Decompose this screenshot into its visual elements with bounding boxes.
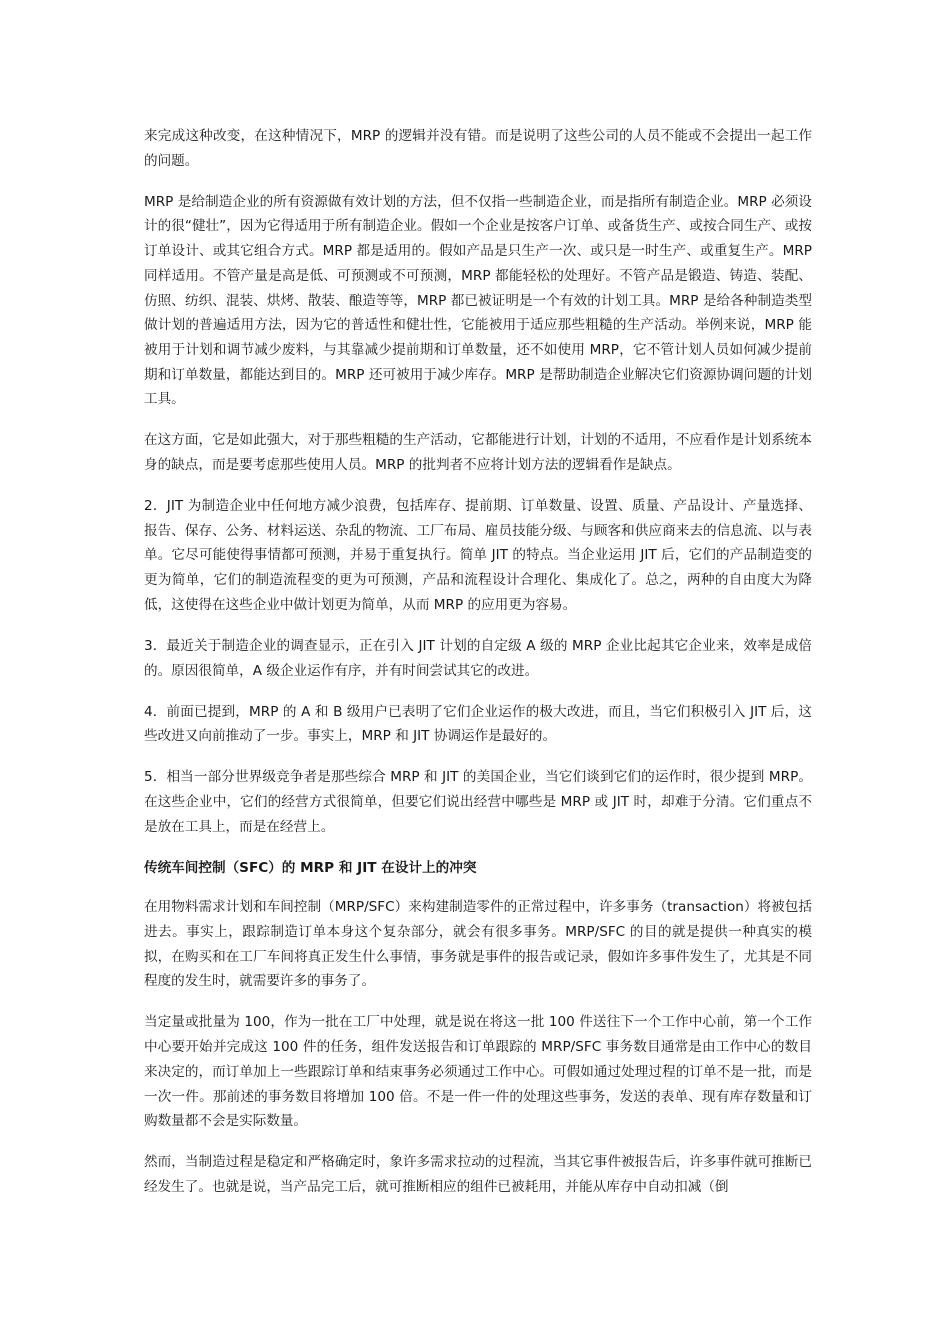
numbered-paragraph: 4．前面已提到，MRP 的 A 和 B 级用户已表明了它们企业运作的极大改进，而且，当它们积极引入 JIT 后，这些改进又向前推动了一步。事实上，MRP 和 JIT 协调运作是最好的。 [144,703,812,745]
document-page [144,124,812,1216]
paragraph: MRP 是给制造企业的所有资源做有效计划的方法，但不仅指一些制造企业，而是指所有制造企业。MRP 必须设计的很“健壮”，因为它得适用于所有制造企业。假如一个企业是按客户订单、或备货生产、或按合同生产、或按订单设计、或其它组合方式。MRP 都是适用的。假如产品是只生产一次、或只是一时生产、或重复生产。MRP 同样适用。不管产量是高是低、可预测或不可预测，MRP 都能轻松的处理好。不管产品是锻造、铸造、装配、仿照、纺织、混装、烘烤、散装、酿造等等，MRP 都已被证明是一个有效的计划工具。MRP 是给各种制造类型做计划的普遍适用方法，因为它的普适性和健壮性，它能被用于适应那些粗糙的生产活动。举例来说，MRP 能被用于计划和调节减少废料，与其靠减少提前期和订单数量，还不如使用 MRP，它不管计划人员如何减少提前期和订单数量，都能达到目的。MRP 还可被用于减少库存。MRP 是帮助制造企业解决它们资源协调问题的计划工具。 [144,193,812,408]
paragraph: 当定量或批量为 100，作为一批在工厂中处理，就是说在将这一批 100 件送往下一个工作中心前，第一个工作中心要开始并完成这 100 件的任务，组件发送报告和订单跟踪的 MRP/SFC 事务数目通常是由工作中心的数目来决定的，而订单加上一些跟踪订单和结束事务必须通过工作中心。可假如通过处理过程的订单不是一批，而是一次一件。那前述的事务数目将增加 100 倍。不是一件一件的处理这些事务，发送的表单、现有库存数量和订购数量都不会是实际数量。 [144,1014,812,1130]
paragraph: 在用物料需求计划和车间控制（MRP/SFC）来构建制造零件的正常过程中，许多事务（transaction）将被包括进去。事实上，跟踪制造订单本身这个复杂部分，就会有很多事务。MRP/SFC 的目的就是提供一种真实的模拟，在购买和在工厂车间将真正发生什么事情，事务就是事件的报告或记录，假如许多事件发生了，尤其是不同程度的发生时，就需要许多的事务了。 [144,899,812,990]
paragraph: 在这方面，它是如此强大，对于那些粗糙的生产活动，它都能进行计划，计划的不适用，不应看作是计划系统本身的缺点，而是要考虑那些使用人员。MRP 的批判者不应将计划方法的逻辑看作是缺点。 [144,432,812,474]
paragraph: 来完成这种改变，在这种情况下，MRP 的逻辑并没有错。而是说明了这些公司的人员不能或不会提出一起工作的问题。 [144,128,812,169]
numbered-paragraph: 2．JIT 为制造企业中任何地方减少浪费，包括库存、提前期、订单数量、设置、质量、产品设计、产量选择、报告、保存、公务、材料运送、杂乱的物流、工厂布局、雇员技能分级、与顾客和供应商来去的信息流、以与表单。它尽可能使得事情都可预测，并易于重复执行。简单 JIT 的特点。当企业运用 JIT 后，它们的产品制造变的更为简单，它们的制造流程变的更为可预测，产品和流程设计合理化、集成化了。总之，两种的自由度大为降低，这使得在这些企业中做计划更为简单，从而 MRP 的应用更为容易。 [144,498,812,613]
numbered-paragraph: 3．最近关于制造企业的调查显示，正在引入 JIT 计划的自定级 A 级的 MRP 企业比起其它企业来，效率是成倍的。原因很简单，A 级企业运作有序，并有时间尝试其它的改进。 [144,637,812,679]
paragraph: 然而，当制造过程是稳定和严格确定时，象许多需求拉动的过程流，当其它事件被报告后，许多事件就可推断已经发生了。也就是说，当产品完工后，就可推断相应的组件已被耗用，并能从库存中自动扣减（倒 [144,1154,812,1195]
numbered-paragraph: 5．相当一部分世界级竞争者是那些综合 MRP 和 JIT 的美国企业，当它们谈到它们的运作时，很少提到 MRP。在这些企业中，它们的经营方式很简单，但要它们说出经营中哪些是 MRP 或 JIT 时，却难于分清。它们重点不是放在工具上，而是在经营上。 [144,769,812,835]
section-heading: 传统车间控制（SFC）的 MRP 和 JIT 在设计上的冲突 [144,859,477,876]
